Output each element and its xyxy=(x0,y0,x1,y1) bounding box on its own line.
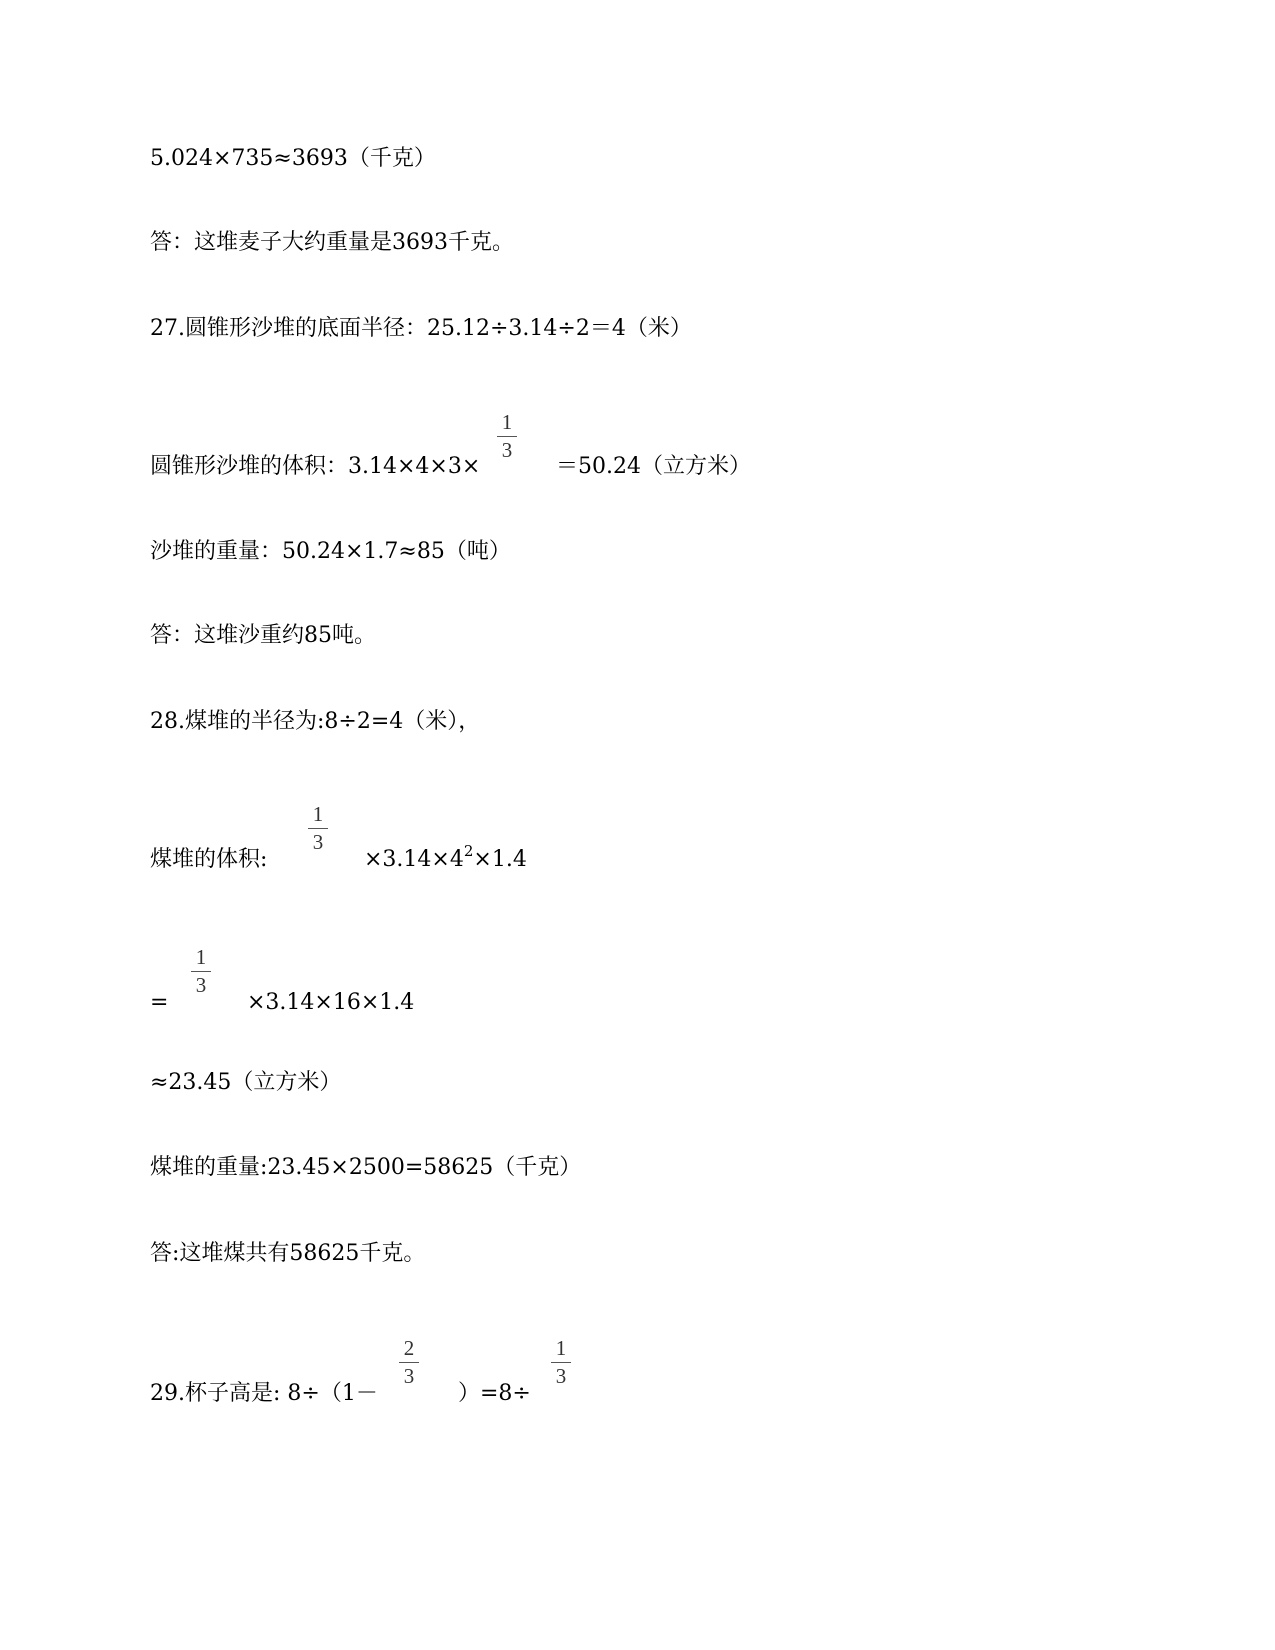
exponent: 2 xyxy=(463,841,474,860)
fraction-one-third xyxy=(494,412,520,461)
fraction-numerator: 1 xyxy=(555,1336,567,1360)
text-line-weight-calc: 5.024×735≈3693（千克） xyxy=(150,146,436,171)
text-line-q29-label: 29.杯子高是: 8÷（1－ xyxy=(150,1381,378,1406)
expression-part: ×3.14×4 xyxy=(364,847,464,872)
text-line-q28-volume-label: 煤堆的体积: xyxy=(150,847,268,872)
fraction-denominator: 3 xyxy=(312,830,324,854)
text-line-q27-volume-result: ＝50.24（立方米） xyxy=(556,454,751,479)
text-line-coal-weight: 煤堆的重量:23.45×2500=58625（千克） xyxy=(150,1155,582,1180)
text-line-q29-continuation: ）=8÷ xyxy=(458,1381,531,1406)
fraction-denominator: 3 xyxy=(555,1364,567,1388)
fraction-bar xyxy=(399,1362,419,1363)
fraction-bar xyxy=(497,436,517,437)
fraction-numerator: 1 xyxy=(312,802,324,826)
fraction-one-third xyxy=(188,947,214,996)
text-line-coal-answer: 答:这堆煤共有58625千克。 xyxy=(150,1241,426,1266)
fraction-bar xyxy=(551,1362,571,1363)
text-line-q28-radius: 28.煤堆的半径为:8÷2=4（米）， xyxy=(150,709,481,734)
expression-part: ×1.4 xyxy=(473,847,527,872)
fraction-denominator: 3 xyxy=(501,438,513,462)
text-line-q28-volume-expression xyxy=(364,841,527,872)
text-line-sand-weight: 沙堆的重量：50.24×1.7≈85（吨） xyxy=(150,539,511,564)
text-line-q28-volume-result: ≈23.45（立方米） xyxy=(150,1070,342,1095)
fraction-numerator: 1 xyxy=(195,945,207,969)
text-line-q27-volume-label: 圆锥形沙堆的体积：3.14×4×3× xyxy=(150,454,481,479)
text-line-equals: = xyxy=(150,990,169,1015)
text-line-sand-answer: 答：这堆沙重约85吨。 xyxy=(150,623,376,648)
fraction-numerator: 2 xyxy=(403,1336,415,1360)
text-line-wheat-answer: 答：这堆麦子大约重量是3693千克。 xyxy=(150,230,514,255)
text-line-q28-expansion: ×3.14×16×1.4 xyxy=(247,990,415,1015)
fraction-bar xyxy=(308,828,328,829)
fraction-numerator: 1 xyxy=(501,410,513,434)
fraction-two-thirds xyxy=(396,1338,422,1387)
fraction-denominator: 3 xyxy=(403,1364,415,1388)
fraction-one-third xyxy=(548,1338,574,1387)
fraction-denominator: 3 xyxy=(195,973,207,997)
fraction-one-third xyxy=(305,804,331,853)
text-line-q27-radius: 27.圆锥形沙堆的底面半径：25.12÷3.14÷2＝4（米） xyxy=(150,316,692,341)
fraction-bar xyxy=(191,971,211,972)
